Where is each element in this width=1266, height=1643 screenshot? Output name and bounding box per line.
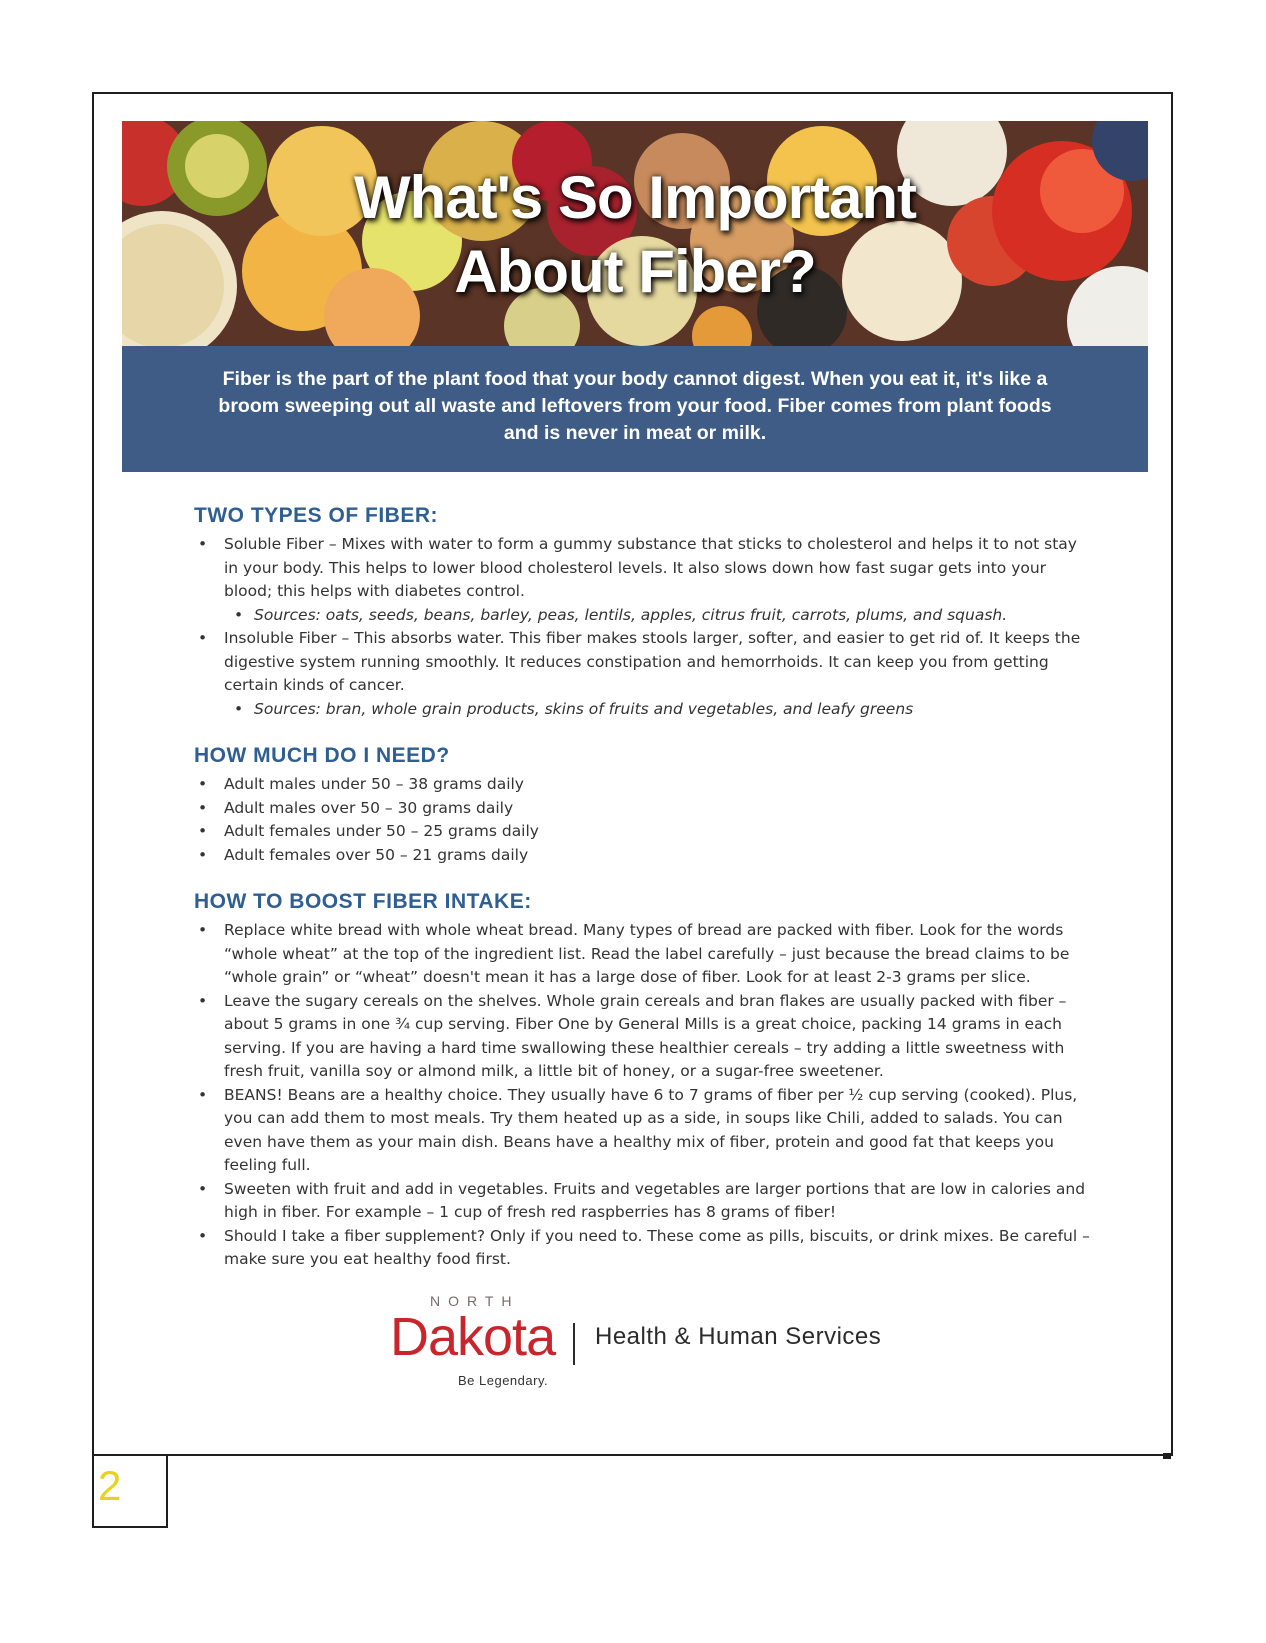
list-item: • Adult males under 50 – 38 grams daily bbox=[194, 773, 1094, 797]
insoluble-fiber-text: Insoluble Fiber – This absorbs water. This fiber makes stools larger, softer, and easier to get rid of. It keeps the digestive system running smoothly. It reduces constipation and hemorrhoids. It can keep you from getting certain kinds of cancer. bbox=[224, 629, 1081, 694]
intro-text: Fiber is the part of the plant food that your body cannot digest. When you eat it, it's like a broom sweeping out all waste and leftovers from your food. Fiber comes from plant foods and is never in meat or milk. bbox=[218, 368, 1052, 444]
sub-list bbox=[224, 604, 1094, 628]
soluble-fiber-text: Soluble Fiber – Mixes with water to form a gummy substance that sticks to cholesterol and helps it to not stay in your body. This helps to lower blood cholesterol levels. It also slows down how fast sugar gets into your blood; this helps with diabetes control. bbox=[224, 535, 1077, 600]
content-body bbox=[194, 503, 1094, 1272]
frame-corner-mark bbox=[1163, 1453, 1171, 1459]
list-item: • BEANS! Beans are a healthy choice. They usually have 6 to 7 grams of fiber per ½ cup serving (cooked). Plus, you can add them to most meals. Try them heated up as a side, in soups like Chili, added to salads. You can even have them as your main dish. Beans have a healthy mix of fiber, protein and good fat that keeps you feeling full. bbox=[194, 1084, 1094, 1178]
list-item bbox=[194, 533, 1094, 627]
intro-banner bbox=[122, 346, 1148, 472]
page-title-line-2: About Fiber? bbox=[454, 238, 816, 305]
logo-north-text: NORTH bbox=[430, 1293, 520, 1309]
soluble-sources: • Sources: oats, seeds, beans, barley, peas, lentils, apples, citrus fruit, carrots, plums, and squash. bbox=[224, 604, 1094, 628]
sub-list bbox=[224, 698, 1094, 722]
section-heading-boost: HOW TO BOOST FIBER INTAKE: bbox=[194, 890, 532, 913]
logo-dakota-text: Dakota bbox=[390, 1307, 556, 1367]
nd-hhs-logo bbox=[390, 1293, 910, 1393]
logo-divider bbox=[573, 1323, 575, 1365]
list-item: • Adult males over 50 – 30 grams daily bbox=[194, 797, 1094, 821]
page-number-box bbox=[92, 1456, 168, 1528]
page-title-line-1: What's So Important bbox=[354, 164, 916, 231]
logo-tagline: Be Legendary. bbox=[458, 1373, 549, 1388]
logo-department: Health & Human Services bbox=[595, 1323, 882, 1350]
list-item bbox=[194, 627, 1094, 721]
list-item: • Sweeten with fruit and add in vegetables. Fruits and vegetables are larger portions that are low in calories and high in fiber. For example – 1 cup of fresh red raspberries has 8 grams of fiber! bbox=[194, 1178, 1094, 1225]
section-heading-types: TWO TYPES OF FIBER: bbox=[194, 504, 438, 527]
list-item: • Adult females under 50 – 25 grams daily bbox=[194, 820, 1094, 844]
section-heading-need: HOW MUCH DO I NEED? bbox=[194, 744, 450, 767]
page-number: 2 bbox=[98, 1462, 122, 1509]
hero-banner bbox=[122, 121, 1148, 346]
page-title bbox=[122, 161, 1148, 309]
list-item: • Adult females over 50 – 21 grams daily bbox=[194, 844, 1094, 868]
list-item: • Replace white bread with whole wheat bread. Many types of bread are packed with fiber. Look for the words “whole wheat” at the top of the ingredient list. Read the label carefully – just because the bread claims to be “whole grain” or “wheat” doesn't mean it has a large dose of fiber. Look for at least 2-3 grams per slice. bbox=[194, 919, 1094, 990]
daily-needs-list bbox=[194, 773, 1094, 867]
fiber-types-list bbox=[194, 533, 1094, 721]
boost-tips-list bbox=[194, 919, 1094, 1272]
insoluble-sources: • Sources: bran, whole grain products, skins of fruits and vegetables, and leafy greens bbox=[224, 698, 1094, 722]
list-item: • Leave the sugary cereals on the shelves. Whole grain cereals and bran flakes are usually packed with fiber – about 5 grams in one ¾ cup serving. Fiber One by General Mills is a great choice, packing 14 grams in each serving. If you are having a hard time swallowing these healthier cereals – try adding a little sweetness with fresh fruit, vanilla soy or almond milk, a little bit of honey, or a sugar-free sweetener. bbox=[194, 990, 1094, 1084]
list-item: • Should I take a fiber supplement? Only if you need to. These come as pills, biscuits, or drink mixes. Be careful –make sure you eat healthy food first. bbox=[194, 1225, 1094, 1272]
